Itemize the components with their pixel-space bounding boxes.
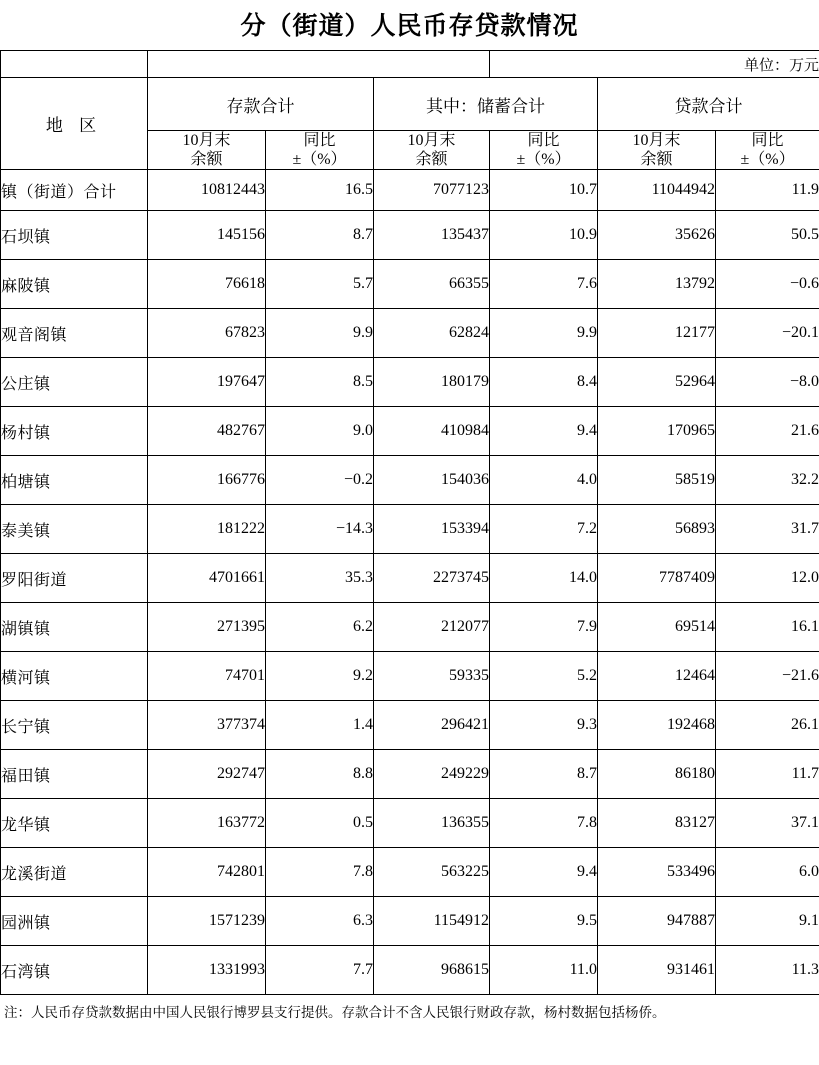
table-row xyxy=(1,170,819,211)
cell-loan-balance: 56893 xyxy=(598,505,716,554)
table-row xyxy=(1,358,819,407)
cell-savings-yoy: 9.5 xyxy=(490,897,598,946)
cell-savings-balance: 62824 xyxy=(374,309,490,358)
cell-loan-balance: 35626 xyxy=(598,211,716,260)
table-row xyxy=(1,260,819,309)
cell-savings-yoy: 9.3 xyxy=(490,701,598,750)
cell-deposit-balance: 482767 xyxy=(148,407,266,456)
table-row xyxy=(1,407,819,456)
cell-savings-balance: 1154912 xyxy=(374,897,490,946)
unit-label: 单位：万元 xyxy=(490,51,819,78)
cell-savings-yoy: 4.0 xyxy=(490,456,598,505)
cell-loan-balance: 192468 xyxy=(598,701,716,750)
cell-deposit-yoy: 0.5 xyxy=(266,799,374,848)
cell-savings-yoy: 14.0 xyxy=(490,554,598,603)
cell-loan-balance: 11044942 xyxy=(598,170,716,211)
cell-savings-yoy: 10.9 xyxy=(490,211,598,260)
row-region-label: 园洲镇 xyxy=(1,897,148,946)
cell-deposit-balance: 181222 xyxy=(148,505,266,554)
cell-loan-balance: 533496 xyxy=(598,848,716,897)
cell-loan-yoy: 11.7 xyxy=(716,750,819,799)
page-title: 分（街道）人民币存贷款情况 xyxy=(240,12,579,40)
row-region-label: 湖镇镇 xyxy=(1,603,148,652)
row-region-label: 石坝镇 xyxy=(1,211,148,260)
cell-deposit-balance: 166776 xyxy=(148,456,266,505)
cell-loan-balance: 12177 xyxy=(598,309,716,358)
cell-loan-balance: 7787409 xyxy=(598,554,716,603)
cell-savings-yoy: 9.4 xyxy=(490,848,598,897)
cell-deposit-balance: 271395 xyxy=(148,603,266,652)
row-region-label: 观音阁镇 xyxy=(1,309,148,358)
cell-savings-yoy: 7.2 xyxy=(490,505,598,554)
cell-savings-yoy: 9.9 xyxy=(490,309,598,358)
row-region-label: 泰美镇 xyxy=(1,505,148,554)
cell-deposit-yoy: 5.7 xyxy=(266,260,374,309)
header-group-row xyxy=(1,78,819,131)
header-sub-deposit-yoy: 同比 ±（%） xyxy=(266,131,374,170)
cell-loan-balance: 58519 xyxy=(598,456,716,505)
cell-savings-balance: 968615 xyxy=(374,946,490,995)
header-region-col: 地 区 xyxy=(1,78,148,170)
cell-deposit-balance: 145156 xyxy=(148,211,266,260)
cell-deposit-balance: 292747 xyxy=(148,750,266,799)
table-row xyxy=(1,848,819,897)
cell-savings-yoy: 8.7 xyxy=(490,750,598,799)
cell-savings-balance: 410984 xyxy=(374,407,490,456)
row-region-label: 公庄镇 xyxy=(1,358,148,407)
cell-savings-balance: 2273745 xyxy=(374,554,490,603)
row-region-label: 龙华镇 xyxy=(1,799,148,848)
row-region-label: 罗阳街道 xyxy=(1,554,148,603)
cell-savings-balance: 66355 xyxy=(374,260,490,309)
table-row xyxy=(1,799,819,848)
cell-savings-balance: 296421 xyxy=(374,701,490,750)
row-region-label: 石湾镇 xyxy=(1,946,148,995)
cell-loan-balance: 12464 xyxy=(598,652,716,701)
cell-loan-balance: 931461 xyxy=(598,946,716,995)
cell-loan-yoy: 6.0 xyxy=(716,848,819,897)
cell-deposit-balance: 163772 xyxy=(148,799,266,848)
cell-deposit-yoy: 8.7 xyxy=(266,211,374,260)
row-region-label: 长宁镇 xyxy=(1,701,148,750)
cell-deposit-balance: 742801 xyxy=(148,848,266,897)
table-row xyxy=(1,456,819,505)
cell-deposit-yoy: 7.7 xyxy=(266,946,374,995)
cell-loan-yoy: −21.6 xyxy=(716,652,819,701)
cell-loan-yoy: 37.1 xyxy=(716,799,819,848)
row-region-label: 横河镇 xyxy=(1,652,148,701)
cell-loan-yoy: −20.1 xyxy=(716,309,819,358)
cell-deposit-balance: 1331993 xyxy=(148,946,266,995)
cell-deposit-balance: 197647 xyxy=(148,358,266,407)
cell-savings-balance: 180179 xyxy=(374,358,490,407)
table-body xyxy=(1,170,819,995)
cell-loan-yoy: 26.1 xyxy=(716,701,819,750)
header-sub-loan-yoy: 同比 ±（%） xyxy=(716,131,819,170)
cell-loan-balance: 52964 xyxy=(598,358,716,407)
cell-deposit-yoy: 1.4 xyxy=(266,701,374,750)
cell-deposit-balance: 4701661 xyxy=(148,554,266,603)
cell-loan-yoy: 32.2 xyxy=(716,456,819,505)
cell-loan-balance: 69514 xyxy=(598,603,716,652)
cell-loan-yoy: 11.3 xyxy=(716,946,819,995)
cell-deposit-yoy: 6.3 xyxy=(266,897,374,946)
table-row xyxy=(1,309,819,358)
cell-deposit-yoy: 8.5 xyxy=(266,358,374,407)
cell-savings-yoy: 7.9 xyxy=(490,603,598,652)
cell-deposit-yoy: 35.3 xyxy=(266,554,374,603)
cell-savings-balance: 212077 xyxy=(374,603,490,652)
cell-loan-yoy: 11.9 xyxy=(716,170,819,211)
cell-loan-balance: 170965 xyxy=(598,407,716,456)
header-sub-deposit-balance: 10月末 余额 xyxy=(148,131,266,170)
cell-savings-yoy: 9.4 xyxy=(490,407,598,456)
cell-savings-balance: 249229 xyxy=(374,750,490,799)
row-region-label: 福田镇 xyxy=(1,750,148,799)
cell-deposit-yoy: 9.0 xyxy=(266,407,374,456)
cell-loan-yoy: 21.6 xyxy=(716,407,819,456)
cell-deposit-balance: 67823 xyxy=(148,309,266,358)
cell-loan-yoy: 16.1 xyxy=(716,603,819,652)
cell-deposit-balance: 74701 xyxy=(148,652,266,701)
cell-savings-balance: 135437 xyxy=(374,211,490,260)
cell-savings-balance: 136355 xyxy=(374,799,490,848)
cell-deposit-balance: 10812443 xyxy=(148,170,266,211)
cell-deposit-yoy: −14.3 xyxy=(266,505,374,554)
cell-loan-yoy: 31.7 xyxy=(716,505,819,554)
cell-savings-balance: 563225 xyxy=(374,848,490,897)
cell-loan-yoy: 9.1 xyxy=(716,897,819,946)
cell-loan-balance: 83127 xyxy=(598,799,716,848)
cell-deposit-yoy: 16.5 xyxy=(266,170,374,211)
header-sub-savings-yoy: 同比 ±（%） xyxy=(490,131,598,170)
cell-loan-yoy: 50.5 xyxy=(716,211,819,260)
cell-savings-yoy: 7.8 xyxy=(490,799,598,848)
unit-blank-cell-2 xyxy=(148,51,490,78)
cell-savings-yoy: 7.6 xyxy=(490,260,598,309)
cell-deposit-balance: 1571239 xyxy=(148,897,266,946)
cell-loan-balance: 947887 xyxy=(598,897,716,946)
cell-loan-balance: 13792 xyxy=(598,260,716,309)
cell-savings-yoy: 10.7 xyxy=(490,170,598,211)
table-row xyxy=(1,701,819,750)
row-region-label: 镇（街道）合计 xyxy=(1,170,148,211)
cell-deposit-balance: 377374 xyxy=(148,701,266,750)
deposit-loan-table xyxy=(0,50,819,995)
cell-savings-yoy: 8.4 xyxy=(490,358,598,407)
table-note: 注：人民币存贷款数据由中国人民银行博罗县支行提供。存款合计不含人民银行财政存款，杨村数据包括杨侨。 xyxy=(4,1005,666,1021)
row-region-label: 杨村镇 xyxy=(1,407,148,456)
header-sub-savings-balance: 10月末 余额 xyxy=(374,131,490,170)
cell-loan-yoy: −0.6 xyxy=(716,260,819,309)
header-group-deposit: 存款合计 xyxy=(148,78,374,131)
cell-savings-yoy: 5.2 xyxy=(490,652,598,701)
table-row xyxy=(1,750,819,799)
table-row xyxy=(1,211,819,260)
header-group-loan: 贷款合计 xyxy=(598,78,819,131)
row-region-label: 柏塘镇 xyxy=(1,456,148,505)
header-sub-loan-balance: 10月末 余额 xyxy=(598,131,716,170)
cell-savings-balance: 154036 xyxy=(374,456,490,505)
cell-savings-balance: 7077123 xyxy=(374,170,490,211)
cell-deposit-yoy: 9.9 xyxy=(266,309,374,358)
row-region-label: 龙溪街道 xyxy=(1,848,148,897)
table-row xyxy=(1,505,819,554)
table-row xyxy=(1,946,819,995)
table-row xyxy=(1,603,819,652)
header-group-savings: 其中：储蓄合计 xyxy=(374,78,598,131)
cell-deposit-yoy: 7.8 xyxy=(266,848,374,897)
cell-deposit-yoy: 8.8 xyxy=(266,750,374,799)
cell-loan-yoy: −8.0 xyxy=(716,358,819,407)
table-row xyxy=(1,897,819,946)
table-row xyxy=(1,652,819,701)
table-row xyxy=(1,554,819,603)
unit-blank-cell-1 xyxy=(1,51,148,78)
cell-deposit-yoy: −0.2 xyxy=(266,456,374,505)
cell-deposit-balance: 76618 xyxy=(148,260,266,309)
cell-savings-balance: 59335 xyxy=(374,652,490,701)
cell-loan-balance: 86180 xyxy=(598,750,716,799)
row-region-label: 麻陂镇 xyxy=(1,260,148,309)
cell-deposit-yoy: 9.2 xyxy=(266,652,374,701)
cell-savings-balance: 153394 xyxy=(374,505,490,554)
cell-loan-yoy: 12.0 xyxy=(716,554,819,603)
unit-row xyxy=(1,51,819,78)
cell-deposit-yoy: 6.2 xyxy=(266,603,374,652)
cell-savings-yoy: 11.0 xyxy=(490,946,598,995)
